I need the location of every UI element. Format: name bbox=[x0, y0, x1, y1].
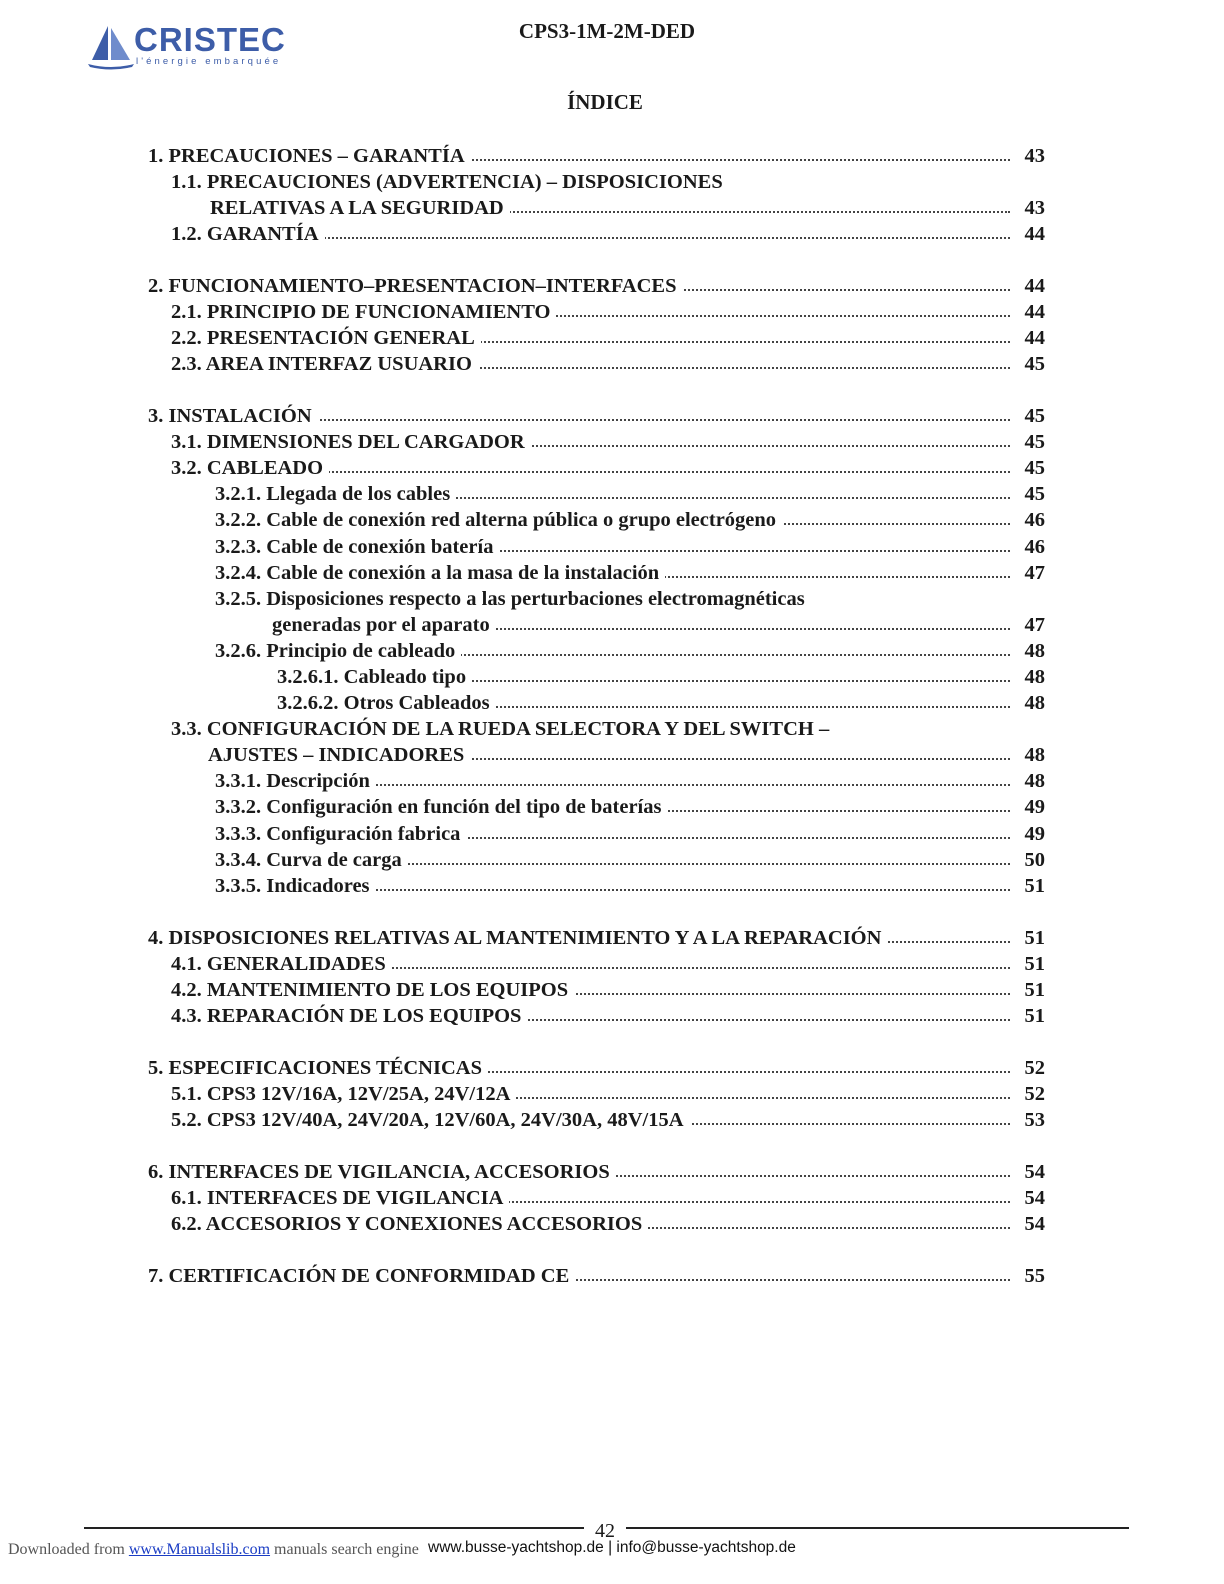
toc-entry-title: 3.2.4. Cable de conexión a la masa de la instalación bbox=[215, 560, 665, 586]
index-heading: ÍNDICE bbox=[567, 90, 643, 114]
download-prefix: Downloaded from bbox=[8, 1541, 125, 1558]
page-number: 42 bbox=[595, 1520, 615, 1542]
toc-entry[interactable] bbox=[0, 507, 1224, 533]
toc-page-number: 44 bbox=[1024, 223, 1045, 245]
toc-entry[interactable] bbox=[0, 325, 1224, 351]
toc-entry-title: 1.1. PRECAUCIONES (ADVERTENCIA) – DISPOSICIONES bbox=[171, 169, 729, 195]
toc-entry[interactable] bbox=[0, 1185, 1224, 1211]
toc-page-number: 49 bbox=[1024, 823, 1045, 845]
toc-entry-title: 3. INSTALACIÓN bbox=[148, 403, 318, 429]
toc-entry[interactable] bbox=[0, 847, 1224, 873]
toc-entry[interactable] bbox=[0, 560, 1224, 586]
toc-entry[interactable] bbox=[0, 690, 1224, 716]
toc-entry-title: 3.3.4. Curva de carga bbox=[215, 847, 408, 873]
toc-page-number: 48 bbox=[1024, 666, 1045, 688]
toc-entry-title: 6.1. INTERFACES DE VIGILANCIA bbox=[171, 1185, 509, 1211]
toc-entry[interactable] bbox=[0, 1159, 1224, 1185]
toc-page-number: 44 bbox=[1024, 327, 1045, 349]
toc-page-number: 43 bbox=[1024, 145, 1045, 167]
toc-page-number: 45 bbox=[1024, 405, 1045, 427]
toc-entry-title: 4.2. MANTENIMIENTO DE LOS EQUIPOS bbox=[171, 977, 574, 1003]
toc-page-number: 50 bbox=[1024, 849, 1045, 871]
toc-entry-title: RELATIVAS A LA SEGURIDAD bbox=[210, 195, 510, 221]
toc-entry[interactable] bbox=[0, 1055, 1224, 1081]
toc-entry-title: 3.2.1. Llegada de los cables bbox=[215, 481, 456, 507]
download-note bbox=[8, 1541, 419, 1559]
toc-page-number: 45 bbox=[1024, 431, 1045, 453]
toc-entry[interactable] bbox=[0, 195, 1224, 221]
toc-page-number: 51 bbox=[1024, 979, 1045, 1001]
toc-entry-title: 4.1. GENERALIDADES bbox=[171, 951, 392, 977]
toc-page-number: 43 bbox=[1024, 197, 1045, 219]
toc-entry-title: 3.2.6. Principio de cableado bbox=[215, 638, 461, 664]
toc-page-number: 46 bbox=[1024, 509, 1045, 531]
toc-entry[interactable] bbox=[0, 299, 1224, 325]
toc-entry-title: 5.1. CPS3 12V/16A, 12V/25A, 24V/12A bbox=[171, 1081, 516, 1107]
toc-page-number: 54 bbox=[1024, 1187, 1045, 1209]
toc-entry[interactable] bbox=[0, 977, 1224, 1003]
footer-contact: www.busse-yachtshop.de | info@busse-yachtshop.de bbox=[428, 1539, 796, 1556]
toc-entry-title: 3.3.2. Configuración en función del tipo de baterías bbox=[215, 794, 667, 820]
toc-page-number: 51 bbox=[1024, 875, 1045, 897]
toc-page-number: 48 bbox=[1024, 692, 1045, 714]
toc-entry-title: 3.2.6.2. Otros Cableados bbox=[277, 690, 496, 716]
toc-page-number: 47 bbox=[1024, 614, 1045, 636]
toc-entry[interactable] bbox=[0, 716, 1224, 742]
document-code: CPS3-1M-2M-DED bbox=[518, 19, 696, 43]
toc-page-number: 44 bbox=[1024, 275, 1045, 297]
toc-page-number: 54 bbox=[1024, 1213, 1045, 1235]
toc-entry[interactable] bbox=[0, 1107, 1224, 1133]
toc-entry-title: 6.2. ACCESORIOS Y CONEXIONES ACCESORIOS bbox=[171, 1211, 648, 1237]
toc-entry[interactable] bbox=[0, 1081, 1224, 1107]
toc-page-number: 51 bbox=[1024, 1005, 1045, 1027]
toc-entry[interactable] bbox=[0, 873, 1224, 899]
toc-page-number: 51 bbox=[1024, 927, 1045, 949]
toc-entry[interactable] bbox=[0, 351, 1224, 377]
toc-page-number: 46 bbox=[1024, 536, 1045, 558]
logo-tagline: l'énergie embarquée bbox=[136, 56, 282, 67]
toc-entry-title: AJUSTES – INDICADORES bbox=[208, 742, 470, 768]
toc-entry-title: 5. ESPECIFICACIONES TÉCNICAS bbox=[148, 1055, 488, 1081]
toc-entry-title: 3.3. CONFIGURACIÓN DE LA RUEDA SELECTORA Y DEL SWITCH – bbox=[171, 716, 835, 742]
toc-page-number: 54 bbox=[1024, 1161, 1045, 1183]
toc-entry-title: 6. INTERFACES DE VIGILANCIA, ACCESORIOS bbox=[148, 1159, 616, 1185]
toc-entry[interactable] bbox=[0, 169, 1224, 195]
toc-entry[interactable] bbox=[0, 221, 1224, 247]
toc-entry[interactable] bbox=[0, 455, 1224, 481]
toc-page-number: 49 bbox=[1024, 796, 1045, 818]
toc-entry[interactable] bbox=[0, 143, 1224, 169]
toc-entry-title: 1.2. GARANTÍA bbox=[171, 221, 325, 247]
toc-entry-title: 3.3.5. Indicadores bbox=[215, 873, 376, 899]
toc-entry-title: 2.2. PRESENTACIÓN GENERAL bbox=[171, 325, 481, 351]
toc-page-number: 48 bbox=[1024, 770, 1045, 792]
toc-page-number: 45 bbox=[1024, 483, 1045, 505]
toc-entry-title: 4.3. REPARACIÓN DE LOS EQUIPOS bbox=[171, 1003, 527, 1029]
download-suffix: manuals search engine bbox=[274, 1541, 419, 1558]
toc-entry[interactable] bbox=[0, 1263, 1224, 1289]
toc-entry[interactable] bbox=[0, 638, 1224, 664]
toc-entry[interactable] bbox=[0, 534, 1224, 560]
toc-entry[interactable] bbox=[0, 664, 1224, 690]
toc-entry-title: 5.2. CPS3 12V/40A, 24V/20A, 12V/60A, 24V/30A, 48V/15A bbox=[171, 1107, 690, 1133]
toc-entry-title: 3.2.3. Cable de conexión batería bbox=[215, 534, 499, 560]
toc-page-number: 47 bbox=[1024, 562, 1045, 584]
toc-entry[interactable] bbox=[0, 1211, 1224, 1237]
toc-entry-title: 7. CERTIFICACIÓN DE CONFORMIDAD CE bbox=[148, 1263, 575, 1289]
toc-entry[interactable] bbox=[0, 742, 1224, 768]
toc-entry-title: 2.1. PRINCIPIO DE FUNCIONAMIENTO bbox=[171, 299, 556, 325]
toc-entry-title: 3.2.6.1. Cableado tipo bbox=[277, 664, 472, 690]
toc-entry[interactable] bbox=[0, 273, 1224, 299]
toc-page-number: 48 bbox=[1024, 640, 1045, 662]
toc-entry-title: 3.3.1. Descripción bbox=[215, 768, 376, 794]
toc-entry[interactable] bbox=[0, 951, 1224, 977]
toc-page-number: 44 bbox=[1024, 301, 1045, 323]
toc-entry[interactable] bbox=[0, 403, 1224, 429]
toc-entry-title: 3.1. DIMENSIONES DEL CARGADOR bbox=[171, 429, 531, 455]
toc-entry[interactable] bbox=[0, 794, 1224, 820]
logo-wordmark: CRISTEC bbox=[134, 21, 286, 58]
toc-entry[interactable] bbox=[0, 1003, 1224, 1029]
toc-entry-title: 3.3.3. Configuración fabrica bbox=[215, 821, 466, 847]
toc-entry-title: generadas por el aparato bbox=[272, 612, 496, 638]
toc-entry[interactable] bbox=[0, 586, 1224, 612]
toc-entry-title: 2. FUNCIONAMIENTO–PRESENTACION–INTERFACES bbox=[148, 273, 683, 299]
manualslib-link[interactable]: www.Manualslib.com bbox=[128, 1541, 271, 1558]
toc-page-number: 51 bbox=[1024, 953, 1045, 975]
toc-page-number: 55 bbox=[1024, 1265, 1045, 1287]
footer-rule-right bbox=[626, 1527, 1129, 1529]
toc-page-number: 45 bbox=[1024, 353, 1045, 375]
toc-page-number: 52 bbox=[1024, 1057, 1045, 1079]
toc-entry[interactable] bbox=[0, 925, 1224, 951]
toc-entry-title: 3.2. CABLEADO bbox=[171, 455, 329, 481]
toc-page-number: 52 bbox=[1024, 1083, 1045, 1105]
toc-entry[interactable] bbox=[0, 768, 1224, 794]
toc-entry-title: 4. DISPOSICIONES RELATIVAS AL MANTENIMIENTO Y A LA REPARACIÓN bbox=[148, 925, 887, 951]
toc-page-number: 48 bbox=[1024, 744, 1045, 766]
toc-page-number: 45 bbox=[1024, 457, 1045, 479]
toc-entry[interactable] bbox=[0, 612, 1224, 638]
toc-entry-title: 2.3. AREA INTERFAZ USUARIO bbox=[171, 351, 478, 377]
toc-page-number: 53 bbox=[1024, 1109, 1045, 1131]
toc-entry[interactable] bbox=[0, 429, 1224, 455]
toc-entry-title: 3.2.5. Disposiciones respecto a las perturbaciones electromagnéticas bbox=[215, 586, 811, 612]
toc-entry[interactable] bbox=[0, 481, 1224, 507]
toc-entry-title: 3.2.2. Cable de conexión red alterna pública o grupo electrógeno bbox=[215, 507, 782, 533]
toc-entry[interactable] bbox=[0, 821, 1224, 847]
footer-rule-left bbox=[84, 1527, 584, 1529]
toc-entry-title: 1. PRECAUCIONES – GARANTÍA bbox=[148, 143, 471, 169]
